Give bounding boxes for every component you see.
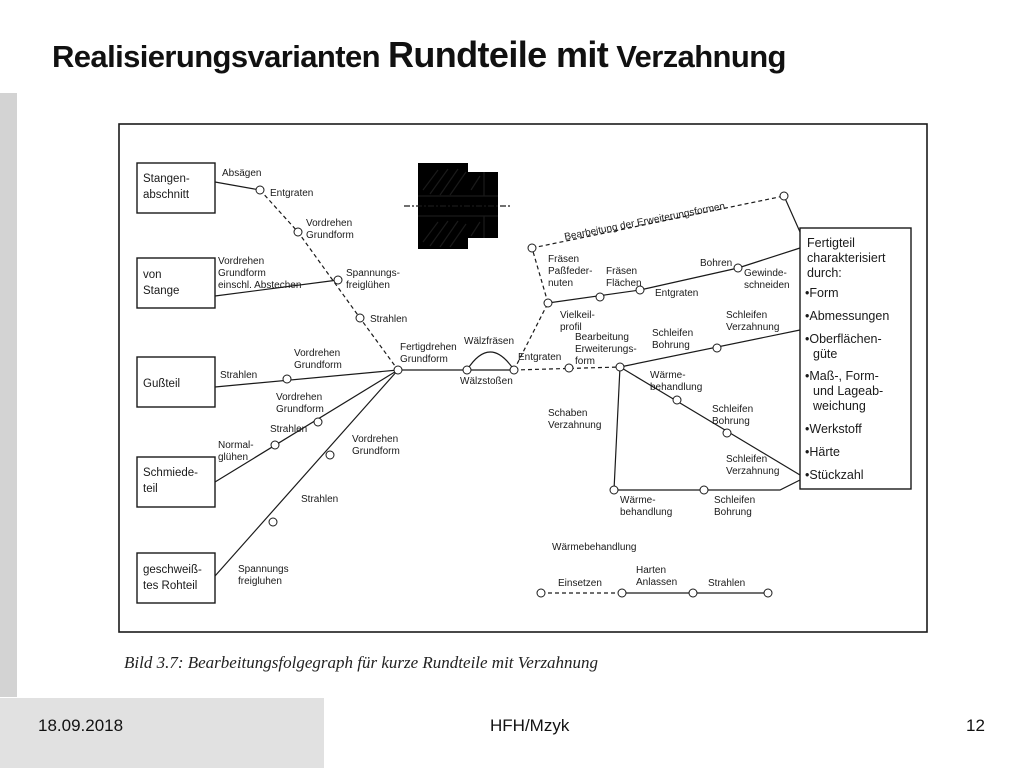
footer-date: 18.09.2018 [38, 716, 124, 735]
node [283, 375, 291, 383]
footer-page-number: 12 [966, 716, 985, 735]
node [713, 344, 721, 352]
label-waelzfraesen: Wälzfräsen [464, 336, 515, 347]
label-vordrehen: Vordrehen [218, 256, 265, 267]
figure-caption: Bild 3.7: Bearbeitungsfolgegraph für kurze Rundteile mit Verzahnung [124, 653, 599, 672]
label-nuten: nuten [548, 278, 574, 289]
label-vordrehen: Vordrehen [276, 392, 323, 403]
label-grundform: Grundform [218, 268, 266, 279]
label-bohrung: Bohrung [714, 507, 752, 518]
result-box-text: charakterisiert [807, 251, 886, 265]
node [314, 418, 322, 426]
label-bohren: Bohren [700, 258, 733, 269]
label-verzahnung: Verzahnung [548, 420, 602, 431]
part-cross-section-drawing [404, 163, 512, 249]
node [326, 451, 334, 459]
start-box-label: Stangen- [143, 173, 190, 185]
edge [784, 196, 800, 232]
start-box-stangenabschnitt [137, 163, 215, 213]
label-freigluehen: freiglühen [346, 280, 390, 291]
node [334, 276, 342, 284]
label-strahlen: Strahlen [370, 314, 408, 325]
label-form: form [575, 356, 595, 367]
node [528, 244, 536, 252]
label-absaegen: Absägen [222, 168, 262, 179]
node [544, 299, 552, 307]
label-bearbeitung-erweiterungsformen: Bearbeitung der Erweiterungsformen [563, 200, 727, 243]
node [463, 366, 471, 374]
label-schleifen: Schleifen [712, 404, 754, 415]
node [596, 293, 604, 301]
label-behandlung: behandlung [620, 507, 673, 518]
node [294, 228, 302, 236]
label-fertigdrehen: Fertigdrehen [400, 342, 457, 353]
label-waermebehandlung: Wärmebehandlung [552, 542, 637, 553]
node [780, 192, 788, 200]
label-gewinde: Gewinde- [744, 268, 787, 279]
node [269, 518, 277, 526]
label-fraesen: Fräsen [606, 266, 638, 277]
label-spannungs: Spannungs [238, 564, 289, 575]
start-box-gussteil [137, 357, 215, 407]
start-box-geschweisstes-rohteil [137, 553, 215, 603]
label-entgraten: Entgraten [655, 288, 699, 299]
label-grundform: Grundform [294, 360, 342, 371]
title-part-1: Realisierungsvarianten [52, 39, 380, 74]
label-bohrung: Bohrung [712, 416, 750, 427]
label-abstechen: einschl. Abstechen [218, 280, 302, 291]
result-box-text: durch: [807, 266, 842, 280]
result-box-fertigteil [800, 228, 911, 489]
start-box-schmiedeteil [137, 457, 215, 507]
label-strahlen: Strahlen [220, 370, 258, 381]
start-box-label: Schmiede- [143, 467, 198, 479]
label-vordrehen: Vordrehen [306, 218, 353, 229]
edge [620, 330, 800, 367]
label-schaben: Schaben [548, 408, 588, 419]
label-harten: Harten [636, 565, 667, 576]
result-box-item: •Abmessungen [805, 309, 890, 323]
node [256, 186, 264, 194]
label-spannungs: Spannungs- [346, 268, 400, 279]
label-profil: profil [560, 322, 582, 333]
node [565, 364, 573, 372]
node [356, 314, 364, 322]
label-entgraten: Entgraten [270, 188, 314, 199]
result-box-item: güte [813, 347, 838, 361]
label-grundform: Grundform [352, 446, 400, 457]
start-box-label: von [143, 269, 162, 281]
label-behandlung: behandlung [650, 382, 703, 393]
label-schleifen: Schleifen [726, 310, 768, 321]
label-schneiden: schneiden [744, 280, 790, 291]
label-grundform: Grundform [306, 230, 354, 241]
title-part-2: Rundteile mit [387, 34, 609, 75]
label-gluehen: glühen [218, 452, 249, 463]
node [734, 264, 742, 272]
node [689, 589, 697, 597]
label-schleifen: Schleifen [714, 495, 756, 506]
title-part-3: Verzahnung [616, 39, 786, 74]
start-box-label: geschweiß- [143, 564, 202, 576]
result-box-item: •Werkstoff [805, 422, 862, 436]
result-box-item: weichung [813, 399, 866, 413]
start-box-label: teil [143, 483, 158, 495]
label-grundform: Grundform [400, 354, 448, 365]
label-vordrehen: Vordrehen [352, 434, 399, 445]
node [673, 396, 681, 404]
node [618, 589, 626, 597]
result-box-item: •Maß-, Form- [805, 369, 879, 383]
label-strahlen: Strahlen [270, 424, 308, 435]
result-box-item: •Stückzahl [805, 468, 864, 482]
graph-edges [215, 182, 800, 593]
label-anlassen: Anlassen [636, 577, 678, 588]
label-waelzstossen: Wälzstoßen [460, 376, 513, 387]
label-fraesen: Fräsen [548, 254, 580, 265]
footer-author: HFH/Mzyk [490, 716, 570, 735]
label-grundform: Grundform [276, 404, 324, 415]
node [271, 441, 279, 449]
start-box-von-stange [137, 258, 215, 308]
label-schleifen: Schleifen [726, 454, 768, 465]
label-verzahnung: Verzahnung [726, 322, 780, 333]
label-einsetzen: Einsetzen [558, 578, 602, 589]
label-vordrehen: Vordrehen [294, 348, 341, 359]
edge [467, 352, 514, 370]
node [394, 366, 402, 374]
start-box-label: Gußteil [143, 378, 181, 390]
label-strahlen: Strahlen [708, 578, 746, 589]
result-box-item: und Lageab- [813, 384, 884, 398]
label-schleifen: Schleifen [652, 328, 694, 339]
label-passfeder: Paßfeder- [548, 266, 593, 277]
node [723, 429, 731, 437]
label-bohrung: Bohrung [652, 340, 690, 351]
graph-nodes [256, 186, 788, 597]
result-box-item: •Form [805, 286, 839, 300]
label-vielkeil: Vielkeil- [560, 310, 595, 321]
label-bearbeitung: Bearbeitung [575, 332, 629, 343]
label-freigluehen: freigluhen [238, 576, 282, 587]
label-normal: Normal- [218, 440, 254, 451]
label-waerme: Wärme- [650, 370, 686, 381]
result-box-text: Fertigteil [807, 236, 855, 250]
result-box-item: •Oberflächen- [805, 332, 882, 346]
start-box-label: tes Rohteil [143, 580, 198, 592]
label-strahlen: Strahlen [301, 494, 339, 505]
node [610, 486, 618, 494]
start-box-label: Stange [143, 285, 180, 297]
label-waerme: Wärme- [620, 495, 656, 506]
start-box-label: abschnitt [143, 189, 190, 201]
node [537, 589, 545, 597]
edge [620, 367, 800, 475]
label-flaechen: Flächen [606, 278, 642, 289]
result-box-item: •Härte [805, 445, 840, 459]
label-verzahnung: Verzahnung [726, 466, 780, 477]
node [616, 363, 624, 371]
node [764, 589, 772, 597]
label-entgraten: Entgraten [518, 352, 562, 363]
label-erweiterungs: Erweiterungs- [575, 344, 637, 355]
node [700, 486, 708, 494]
node [510, 366, 518, 374]
